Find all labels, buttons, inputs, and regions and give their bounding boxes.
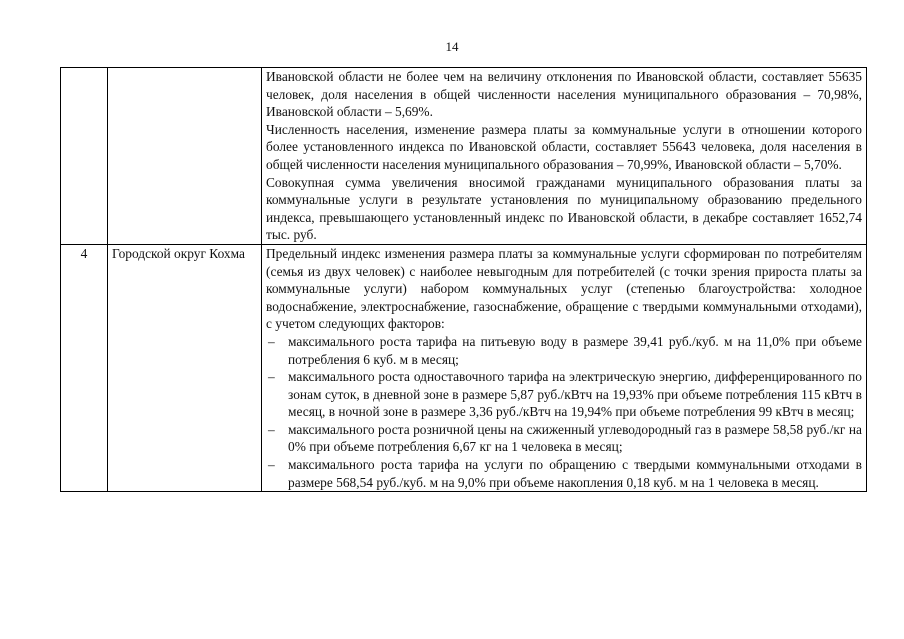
municipality-name-cell: Городской округ Кохма bbox=[108, 244, 262, 491]
table-row bbox=[61, 68, 867, 245]
factor-text: максимального роста розничной цены на сжиженный углеводородный газ в размере 58,58 руб./кг на 0% при объеме потребления 6,67 кг на 1 человека в месяц; bbox=[288, 421, 862, 455]
list-item bbox=[266, 368, 862, 421]
row-number-cell bbox=[61, 68, 108, 245]
paragraph: Совокупная сумма увеличения вносимой гражданами муниципального образования платы за коммунальные услуги в результате установления по муниципальному образованию предельного индекса, превышающего установленный индекс по Ивановской области, в декабре составляет 1652,74 тыс. руб. bbox=[266, 174, 862, 243]
factors-list bbox=[266, 333, 862, 491]
dash-bullet: – bbox=[268, 369, 275, 385]
dash-bullet: – bbox=[268, 421, 275, 437]
table-row bbox=[61, 244, 867, 491]
paragraph: Ивановской области не более чем на величину отклонения по Ивановской области, составляет 55635 человек, доля населения в общей численности населения муниципального образования – 70,98%, Ивановской области – 5,69%. bbox=[266, 69, 862, 120]
description-cell bbox=[262, 244, 867, 491]
municipality-name-cell bbox=[108, 68, 262, 245]
page-number: 14 bbox=[445, 39, 459, 54]
list-item bbox=[266, 456, 862, 491]
description-cell bbox=[262, 68, 867, 245]
paragraph: Численность населения, изменение размера платы за коммунальные услуги в отношении которого более установленного индекса по Ивановской области, составляет 55643 человека, доля населения в общей численности населения муниципального образования – 70,99%, Ивановской области – 5,70%. bbox=[266, 121, 862, 172]
list-item bbox=[266, 421, 862, 456]
factor-text: максимального роста тарифа на питьевую воду в размере 39,41 руб./куб. м на 11,0% при объеме потребления 6 куб. м в месяц; bbox=[288, 333, 862, 367]
dash-bullet: – bbox=[268, 333, 275, 349]
document-table bbox=[60, 67, 867, 492]
row-number-cell: 4 bbox=[61, 244, 108, 491]
factor-text: максимального роста одноставочного тарифа на электрическую энергию, дифференцированного по зонам суток, в дневной зоне в размере 5,87 руб./кВтч на 19,93% при объеме потребления 115 кВтч в месяц, в ночной зоне в размере 3,36 руб./кВтч на 19,94% при объеме потребления 99 кВтч в месяц; bbox=[288, 369, 862, 420]
dash-bullet: – bbox=[268, 457, 275, 473]
list-item bbox=[266, 333, 862, 368]
paragraph: Предельный индекс изменения размера платы за коммунальные услуги сформирован по потребителям (семья из двух человек) с наиболее невыгодным для потребителей (с точки зрения прироста платы за коммунальные услуги) набором коммунальных услуг (степенью благоустройства: холодное водоснабжение, электроснабжение, газоснабжение, обращение с твердыми коммунальными отходами), с учетом следующих факторов: bbox=[266, 245, 862, 332]
factor-text: максимального роста тарифа на услуги по обращению с твердыми коммунальными отходами в размере 568,54 руб./куб. м на 9,0% при объеме накопления 0,18 куб. м на 1 человека в месяц. bbox=[288, 457, 862, 490]
